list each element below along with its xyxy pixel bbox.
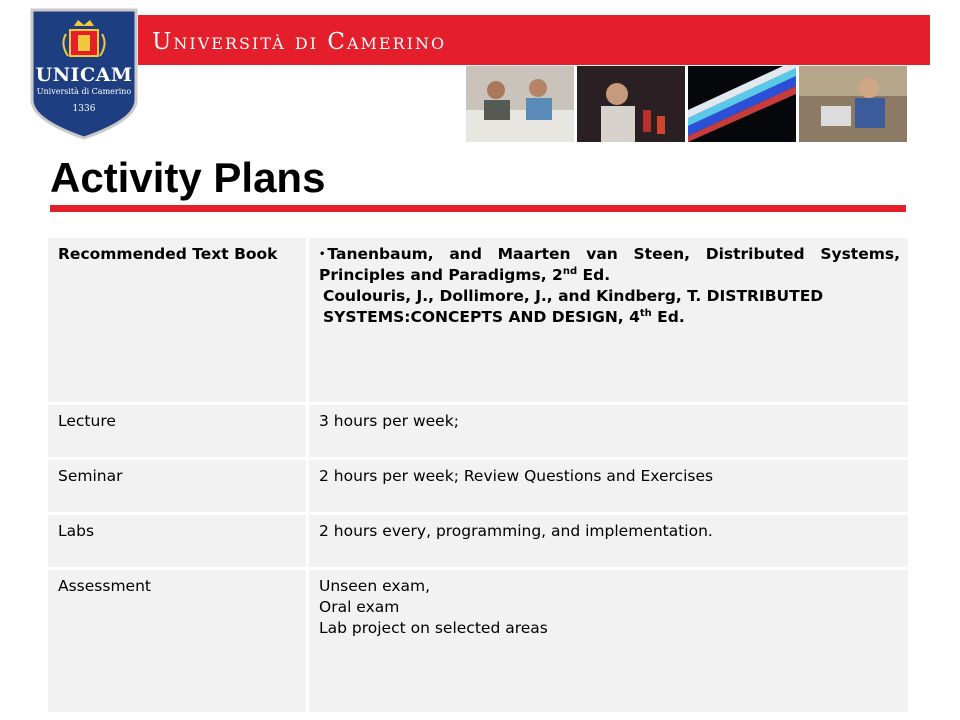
row-label-assessment: Assessment [48, 569, 308, 714]
row-value-lecture: 3 hours per week; [308, 404, 909, 459]
logo-year: 1336 [72, 104, 96, 114]
row-value-recommended [308, 238, 909, 404]
assessment-line: Oral exam [319, 598, 400, 616]
university-name: Università di Camerino [152, 29, 447, 55]
row-label-recommended: Recommended Text Book [48, 238, 308, 404]
book-reference-2 [319, 286, 900, 328]
logo-subtitle: Università di Camerino [36, 87, 132, 96]
title-underline [50, 205, 906, 212]
students-photo [466, 66, 575, 142]
spectrum-photo [688, 66, 797, 142]
book2-sup: th [639, 307, 652, 319]
assessment-line: Unseen exam, [319, 577, 431, 595]
photo-strip [466, 66, 908, 142]
book-reference-1 [319, 244, 900, 286]
book2-tail: Ed. [651, 308, 685, 326]
row-value-assessment [308, 569, 909, 714]
table-row [48, 514, 908, 569]
row-value-labs: 2 hours every, programming, and implementation. [308, 514, 909, 569]
table-row [48, 404, 908, 459]
logo-name: UNICAM [35, 64, 133, 86]
table-row [48, 459, 908, 514]
book1-sup: nd [562, 265, 578, 277]
book1-tail: Ed. [577, 266, 611, 284]
page-title: Activity Plans [50, 154, 326, 201]
laptop-photo [799, 66, 908, 142]
book2-text: Coulouris, J., Dollimore, J., and Kindberg, T. DISTRIBUTED SYSTEMS:CONCEPTS AND DESIGN, 4 [323, 287, 824, 326]
assessment-line: Lab project on selected areas [319, 619, 548, 637]
row-label-lecture: Lecture [48, 404, 308, 459]
table-row [48, 238, 908, 404]
lab-photo [577, 66, 686, 142]
row-label-seminar: Seminar [48, 459, 308, 514]
bullet-icon: • [319, 249, 326, 260]
row-value-seminar: 2 hours per week; Review Questions and Exercises [308, 459, 909, 514]
activity-table [48, 238, 908, 715]
book1-text: Tanenbaum, and Maarten van Steen, Distributed Systems, Principles and Paradigms, 2 [319, 245, 900, 284]
row-label-labs: Labs [48, 514, 308, 569]
table-row [48, 569, 908, 714]
